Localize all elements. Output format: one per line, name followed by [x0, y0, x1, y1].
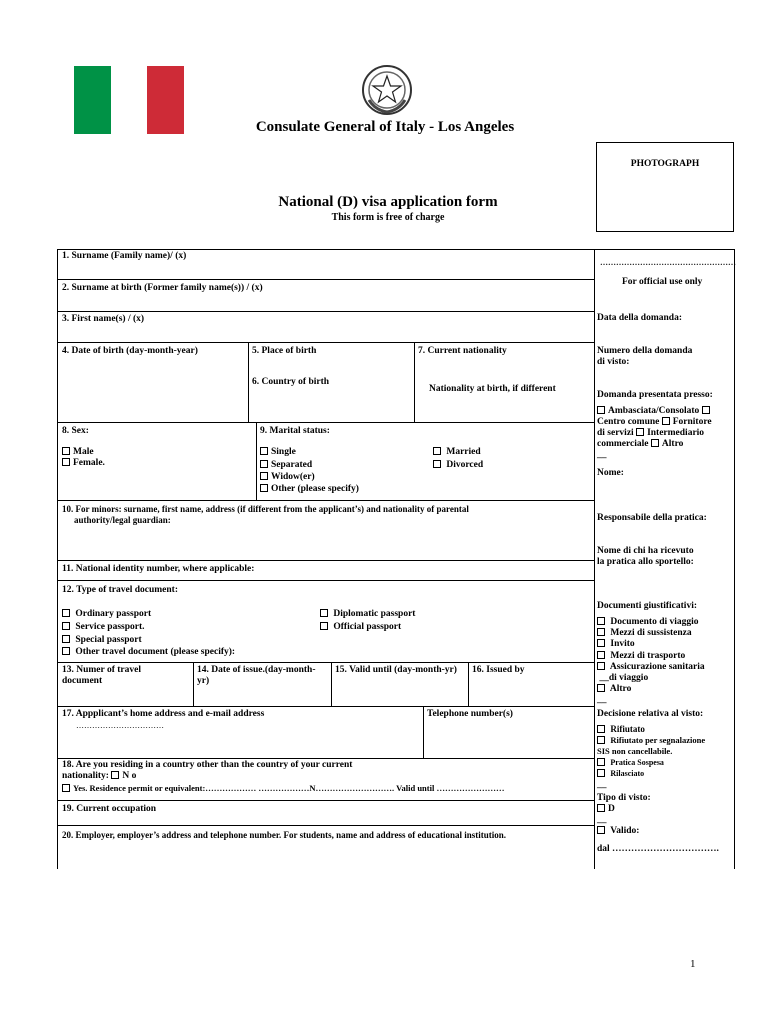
option-label: Pratica Sospesa [610, 757, 664, 767]
current-nationality-field[interactable]: 7. Current nationality [418, 346, 507, 356]
grid-line [57, 422, 594, 423]
numero-line-1: Numero della domanda [597, 346, 693, 356]
dash: __ [597, 779, 607, 790]
option-label: di servizi [597, 427, 634, 438]
option-label: Intermediario [647, 427, 705, 438]
grid-line [414, 342, 415, 422]
checkbox[interactable] [433, 447, 441, 455]
checkbox[interactable] [597, 758, 605, 766]
first-name-field[interactable]: 3. First name(s) / (x) [62, 314, 145, 324]
travel-doc-type-label: 12. Type of travel document: [62, 585, 179, 595]
date-of-issue-field[interactable]: 14. Date of issue.(day-month- [197, 665, 316, 675]
checkbox[interactable] [597, 617, 605, 625]
country-of-birth-field[interactable]: 6. Country of birth [252, 377, 330, 387]
doc-special-option[interactable] [62, 635, 142, 646]
dash: __ [597, 695, 607, 706]
residing-label-cont: nationality: [62, 771, 109, 781]
date-of-birth-field[interactable]: 4. Date of birth (day-month-year) [62, 346, 198, 356]
checkbox[interactable] [320, 609, 328, 617]
checkbox[interactable] [597, 628, 605, 636]
decisione-label: Decisione relativa al visto: [597, 709, 704, 719]
free-note: This form is free of charge [331, 212, 445, 223]
option-label: Other (please specify) [271, 484, 359, 494]
ricevuto-line-2: la pratica allo sportello: [597, 557, 694, 568]
grid-line [423, 706, 424, 758]
grid-line [256, 422, 257, 500]
data-domanda-label: Data della domanda: [597, 313, 682, 323]
nome-label: Nome: [597, 468, 624, 478]
checkbox[interactable] [320, 622, 328, 630]
grid-line [57, 279, 594, 280]
checkbox-altro[interactable] [651, 439, 659, 447]
marital-status-label: 9. Marital status: [260, 426, 330, 436]
marital-widow-option[interactable] [260, 472, 315, 483]
option-label: Mezzi di trasporto [610, 650, 686, 661]
grid-line [331, 662, 332, 706]
option-label: commerciale [597, 438, 649, 449]
checkbox[interactable] [260, 484, 268, 492]
checkbox[interactable] [111, 771, 119, 779]
checkbox[interactable] [62, 609, 70, 617]
checkbox[interactable] [62, 458, 70, 466]
residing-no-option[interactable] [62, 771, 136, 782]
checkbox[interactable] [597, 826, 605, 834]
grid-line [57, 825, 594, 826]
option-label: Centro comune [597, 416, 660, 427]
checkbox-fornitore[interactable] [662, 417, 670, 425]
marital-married-option[interactable] [433, 447, 481, 458]
option-label: Separated [271, 460, 313, 470]
tipo-d-option[interactable] [597, 804, 615, 815]
documenti-label: Documenti giustificativi: [597, 601, 698, 611]
presentata-label: Domanda presentata presso: [597, 390, 713, 400]
option-label: Valido: [610, 826, 640, 836]
marital-divorced-option[interactable] [433, 460, 483, 471]
sex-label: 8. Sex: [62, 426, 89, 436]
minors-guardian-field[interactable]: 10. For minors: surname, first name, address (if different from the applicant’s) and nationality of parental [62, 504, 469, 514]
presentata-options [597, 406, 731, 461]
option-label: Ambasciata/Consolato [608, 406, 700, 416]
option-label: Rilasciato [610, 768, 645, 778]
checkbox[interactable] [597, 769, 605, 777]
option-label: Rifiutato per segnalazione [610, 734, 706, 745]
option-label: N o [122, 771, 137, 781]
option-label: Mezzi di sussistenza [610, 628, 692, 639]
checkbox-centro[interactable] [702, 406, 710, 414]
nationality-at-birth-field[interactable]: Nationality at birth, if different [429, 384, 556, 394]
dash: __ [597, 449, 607, 460]
grid-line [594, 249, 595, 869]
ricevuto-line-1: Nome di chi ha ricevuto [597, 546, 694, 556]
checkbox[interactable] [260, 447, 268, 455]
grid-line [468, 662, 469, 706]
grid-line [734, 249, 735, 869]
checkbox[interactable] [260, 472, 268, 480]
checkbox[interactable] [260, 460, 268, 468]
numero-line-2: di visto: [597, 357, 630, 368]
italian-emblem-icon [361, 64, 413, 116]
documenti-options [597, 617, 705, 707]
checkbox[interactable] [62, 447, 70, 455]
current-occupation-field[interactable]: 19. Current occupation [62, 804, 157, 814]
employer-field[interactable]: 20. Employer, employer’s address and telephone number. For students, name and address of educational institution. [62, 830, 506, 840]
doc-service-option[interactable] [62, 622, 145, 633]
option-label: Married [446, 447, 481, 457]
option-label: Female. [73, 458, 105, 468]
option-label: Official passport [333, 622, 402, 632]
national-id-field[interactable]: 11. National identity number, where applicable: [62, 564, 255, 574]
checkbox[interactable] [62, 635, 70, 643]
option-label: Ordinary passport [75, 609, 152, 619]
option-label: Yes. Residence permit or equivalent:……………… ………………N………………………. Valid until …………………… [73, 783, 505, 793]
photograph-label: PHOTOGRAPH [630, 159, 700, 169]
checkbox[interactable] [597, 639, 605, 647]
home-address-field[interactable]: 17. Appplicant’s home address and e-mail address [62, 709, 265, 719]
grid-line [57, 500, 594, 501]
sex-male-option[interactable] [62, 447, 94, 458]
option-label: Altro [609, 684, 632, 695]
grid-line [57, 800, 594, 801]
checkbox[interactable] [62, 622, 70, 630]
doc-other-option[interactable] [62, 647, 235, 658]
doc-ordinary-option[interactable] [62, 609, 151, 620]
minors-guardian-field-cont: authority/legal guardian: [74, 515, 171, 525]
travel-doc-number-field[interactable]: 13. Numer of travel [62, 665, 141, 675]
grid-line [57, 706, 594, 707]
checkbox[interactable] [597, 651, 605, 659]
grid-line [57, 311, 594, 312]
dash: __ [599, 673, 609, 684]
grid-line [57, 560, 594, 561]
checkbox-intermediario[interactable] [636, 428, 644, 436]
marital-other-option[interactable] [260, 484, 359, 495]
valido-option[interactable] [597, 826, 639, 837]
tipo-visto-label: Tipo di visto: [597, 793, 651, 803]
marital-separated-option[interactable] [260, 460, 312, 471]
grid-line [57, 758, 594, 759]
telephone-field[interactable]: Telephone number(s) [427, 709, 513, 719]
form-title: National (D) visa application form [278, 194, 498, 210]
option-label: Service passport. [75, 622, 145, 632]
option-label: Assicurazione sanitaria [609, 661, 705, 672]
official-use-heading: For official use only [622, 277, 703, 287]
option-label: Divorced [446, 460, 484, 470]
sex-female-option[interactable] [62, 458, 105, 469]
option-label: Single [271, 447, 296, 457]
dash: __ [597, 815, 607, 825]
doc-diplomatic-option[interactable] [320, 609, 415, 620]
option-label: di viaggio [608, 673, 649, 684]
ricevuto-label [597, 546, 694, 569]
consulate-title: Consulate General of Italy - Los Angeles [255, 119, 515, 135]
option-label: D [608, 804, 615, 814]
checkbox[interactable] [597, 725, 605, 733]
numero-domanda-label [597, 346, 692, 369]
valid-until-field[interactable]: 15. Valid until (day-month-yr) [335, 665, 457, 675]
grid-line [248, 342, 249, 422]
checkbox-ambasciata[interactable] [597, 406, 605, 414]
page-number: 1 [690, 958, 696, 970]
option-label: Rifiutato [610, 724, 645, 734]
travel-doc-number-field-cont: document [62, 676, 103, 686]
checkbox[interactable] [597, 736, 605, 744]
surname-field[interactable]: 1. Surname (Family name)/ (x) [62, 251, 187, 261]
option-label: Documento di viaggio [610, 617, 699, 627]
dal-field[interactable]: dal ……………………………. [597, 844, 719, 854]
option-label: Altro [661, 438, 684, 449]
option-label: Fornitore [672, 416, 712, 427]
checkbox[interactable] [62, 784, 70, 792]
place-of-birth-field[interactable]: 5. Place of birth [252, 346, 317, 356]
grid-line [57, 580, 594, 581]
checkbox[interactable] [597, 684, 605, 692]
grid-line [57, 342, 594, 343]
home-address-dots: …………………………… [76, 721, 164, 730]
option-label: Special passport [75, 635, 142, 645]
grid-line [193, 662, 194, 706]
residing-question: 18. Are you residing in a country other than the country of your current [62, 760, 353, 770]
option-label: Widow(er) [271, 472, 315, 482]
checkbox[interactable] [597, 662, 605, 670]
option-label: Other travel document (please specify): [75, 647, 236, 657]
date-of-issue-field-cont: yr) [197, 676, 210, 686]
issued-by-field[interactable]: 16. Issued by [472, 665, 525, 675]
option-label: Invito [610, 639, 635, 650]
option-label: Diplomatic passport [333, 609, 416, 619]
doc-official-option[interactable] [320, 622, 401, 633]
checkbox[interactable] [62, 647, 70, 655]
responsabile-label: Responsabile della pratica: [597, 513, 707, 523]
marital-single-option[interactable] [260, 447, 296, 458]
surname-at-birth-field[interactable]: 2. Surname at birth (Former family name(s)) / (x) [62, 283, 263, 293]
grid-line [57, 662, 594, 663]
grid-line [57, 249, 735, 250]
option-label: Male [73, 447, 94, 457]
option-label: SIS non cancellabile. [597, 745, 673, 756]
sidebar-dots: …………………………………………… [600, 258, 736, 267]
decisione-options [597, 724, 705, 791]
checkbox[interactable] [433, 460, 441, 468]
checkbox[interactable] [597, 804, 605, 812]
residing-yes-option[interactable] [62, 783, 504, 793]
